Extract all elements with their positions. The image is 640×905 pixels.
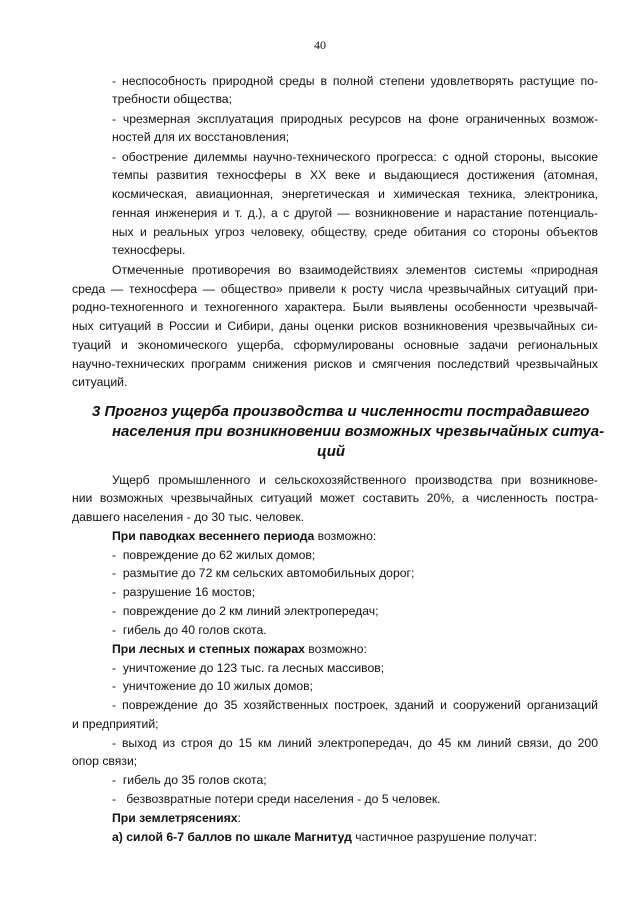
text-line: туаций и экономического ущерба, сформулированы основные задачи региональных <box>72 338 598 352</box>
list-item: - повреждение до 2 км линий электропередач; <box>112 604 379 618</box>
list-item: и предприятий; <box>72 717 159 731</box>
subsection-line-bold: а) силой 6-7 баллов по шкале Магнитуд <box>112 830 352 844</box>
list-item: - гибель до 35 голов скота; <box>112 773 267 787</box>
subsection-line <box>112 830 537 844</box>
subsection-title <box>112 811 241 825</box>
subsection-title-rest: возможно: <box>304 642 367 656</box>
section-heading: 3 Прогноз ущерба производства и численности пострадавшего <box>92 403 590 420</box>
text-line: космическая, авиационная, энергетическая и химическая техника, электроника, <box>112 187 598 201</box>
text-line: давшего населения - до 30 тыс. человек. <box>72 510 305 524</box>
text-line: ностей для их восстановления; <box>112 130 290 144</box>
subsection-title-bold: При паводках весеннего периода <box>112 529 315 543</box>
list-item: опор связи; <box>72 754 138 768</box>
subsection-title <box>112 642 367 656</box>
text-line: техносферы. <box>112 243 186 257</box>
list-item: - уничтожение до 10 жилых домов; <box>112 679 313 693</box>
subsection-title <box>112 529 376 543</box>
list-item: - повреждение до 62 жилых домов; <box>112 548 316 562</box>
text-line: требности общества; <box>112 92 232 106</box>
text-line: нии возможных чрезвычайных ситуаций может составить 20%, а численность постра- <box>72 491 598 505</box>
list-item: - безвозвратные потери среди населения - до 5 человек. <box>112 792 441 806</box>
list-item: - разрушение 16 мостов; <box>112 585 256 599</box>
list-item: - размытие до 72 км сельских автомобильных дорог; <box>112 566 415 580</box>
text-line: Ущерб промышленного и сельскохозяйственного производства при возникнове- <box>112 473 598 487</box>
section-heading: населения при возникновении возможных чрезвычайных ситуа- <box>112 423 605 440</box>
subsection-title-bold: При землетрясениях <box>112 811 238 825</box>
text-line: ных ситуаций в России и Сибири, даны оценки рисков возникновения чрезвычайных си- <box>72 319 598 333</box>
page-number: 40 <box>314 38 326 52</box>
list-item: - выход из строя до 15 км линий электропередач, до 45 км линий связи, до 200 <box>112 736 598 750</box>
text-line: Отмеченные противоречия во взаимодействиях элементов системы «природная <box>112 263 598 277</box>
section-heading: ций <box>317 443 346 460</box>
text-line: темпы развития техносферы в XX веке и выдающиеся достижения (атомная, <box>112 168 598 182</box>
text-line: - неспособность природной среды в полной степени удовлетворять растущие по- <box>112 74 598 88</box>
subsection-title-rest: возможно: <box>314 529 377 543</box>
text-line: родно-техногенного и техногенного характера. Были выявлены особенности чрезвычай- <box>72 300 598 314</box>
list-item: - повреждение до 35 хозяйственных построек, зданий и сооружений организаций <box>112 698 598 712</box>
text-line: среда — техносфера — общество» привели к росту числа чрезвычайных ситуаций при- <box>72 282 598 296</box>
list-item: - уничтожение до 123 тыс. га лесных массивов; <box>112 661 385 675</box>
text-line: ситуаций. <box>72 375 128 389</box>
text-line: генная инженерия и т. д.), а с другой — возникновение и нарастание потенциаль- <box>112 206 598 220</box>
text-line: ных и реальных угроз человеку, обществу, среде обитания со стороны объектов <box>112 225 598 239</box>
subsection-title-bold: При лесных и степных пожарах <box>112 642 305 656</box>
subsection-line-rest: частичное разрушение получат: <box>351 830 537 844</box>
text-line: - чрезмерная эксплуатация природных ресурсов на фоне ограниченных возмож- <box>112 112 598 126</box>
list-item: - гибель до 40 голов скота. <box>112 623 267 637</box>
text-line: научно-технических программ снижения рисков и смягчения последствий чрезвычайных <box>72 357 598 371</box>
subsection-title-rest: : <box>237 811 241 825</box>
text-line: - обострение дилеммы научно-технического прогресса: с одной стороны, высокие <box>112 150 598 164</box>
